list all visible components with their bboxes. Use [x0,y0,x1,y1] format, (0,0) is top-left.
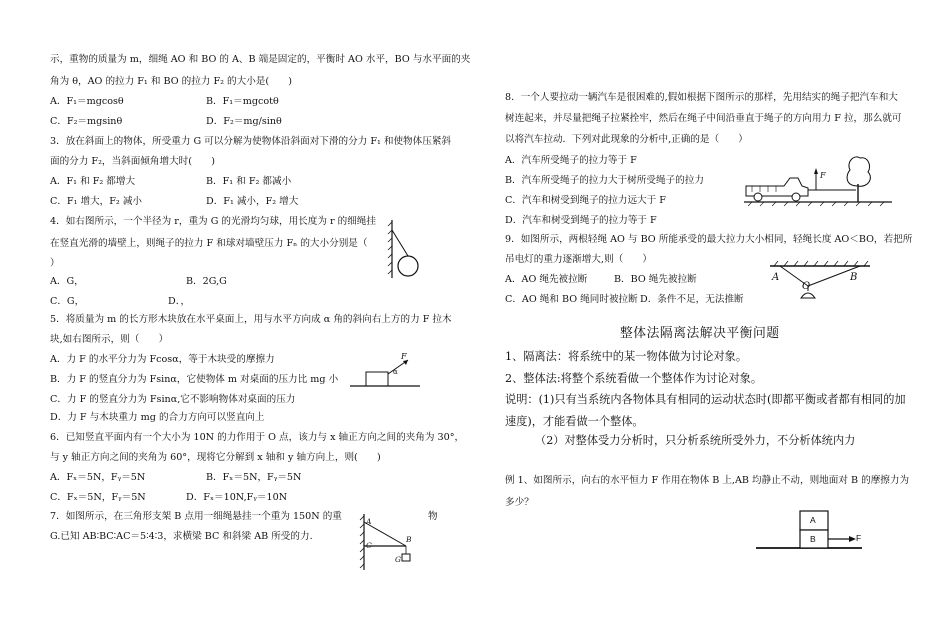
q8-stem-line3: 以将汽车拉动．下列对此现象的分析中,正确的是（ ） [505,134,748,145]
q2-option-b: B．F₁＝mgcotθ [206,96,279,107]
q8-stem-line2: 树连起来，并尽量把绳子拉紧拴牢，然后在绳子中间沿垂直于绳子的方向用力 F 拉，那么就可 [505,113,902,124]
q8-option-c: C．汽车和树受到绳子的拉力远大于 F [505,195,666,206]
q9-stem-line2: 吊电灯的重力逐渐增大,则（ ） [505,254,652,265]
q2-stem-line2: 角为 θ，AO 的拉力 F₁ 和 BO 的拉力 F₂ 的大小是( ) [50,76,293,87]
figure-car-rope-tree [744,150,894,212]
figure-block-pulled [350,354,420,394]
q2-option-a: A．F₁＝mgcosθ [50,96,124,107]
example1-line1: 例 1、如图所示，向右的水平恒力 F 作用在物体 B 上,AB 均静止不动，则地面对 B 的摩擦力为 [505,475,910,486]
figex-label-A: A [810,515,816,525]
q9-option-a: A．AO 绳先被拉断 [505,274,588,285]
q6-option-c: C．Fₓ＝5N，Fᵧ＝5N [50,492,146,503]
figex-label-B: B [810,534,816,544]
q8-option-d: D．汽车和树受到绳子的拉力等于 F [505,215,657,226]
fig9-label-B: B [850,272,858,283]
q4-stem-line3: ） [50,258,60,269]
q6-stem-line2: 与 y 轴正方向之间的夹角为 60°，现将它分解到 x 轴和 y 轴方向上，则( ) [50,452,381,463]
fig7-label-G: G [395,555,401,564]
q4-option-c: C．G， [50,296,85,307]
fig9-label-O: O [802,281,811,292]
q3-option-a: A．F₁ 和 F₂ 都增大 [50,176,136,187]
q4-stem-line2: 在竖直光滑的墙壁上，则绳子的拉力 F 和球对墙壁压力 Fₙ 的大小分别是（ [50,238,368,249]
q6-option-a: A．Fₓ＝5N，Fᵧ＝5N [50,472,146,483]
q2-option-c: C．F₂＝mgsinθ [50,116,123,127]
q6-stem-line1: 6．已知竖直平面内有一个大小为 10N 的力作用于 O 点，该力与 x 轴正方向之间的夹角为 30°， [50,432,465,443]
q5-stem-line2: 块,如右图所示，则（ ） [50,334,169,345]
figure-stacked-blocks [756,506,866,552]
fig9-label-A: A [772,272,780,283]
para-note-line2: 速度)，才能看做一个整体。 [505,415,644,428]
q8-option-a: A．汽车所受绳子的拉力等于 F [505,155,637,166]
para-isolation-method: 1、隔离法：将系统中的某一物体做为讨论对象。 [505,350,748,363]
para-note-2: （2）对整体受力分析时，只分析系统所受外力，不分析体统内力 [535,434,856,447]
q5-option-b: B．力 F 的竖直分力为 Fsinα，它使物体 m 对桌面的压力比 mg 小 [50,374,339,385]
q3-option-b: B．F₁ 和 F₂ 都减小 [206,176,292,187]
fig5-label-alpha: α [393,368,398,376]
q9-option-c: C．AO 绳和 BO 绳同时被拉断 [505,294,638,305]
para-note-line1: 说明：(1)只有当系统内各物体具有相同的运动状态时(即都平衡或者都有相同的加 [505,393,906,406]
figure-ball-on-wall [388,220,424,280]
q7-stem-line1: 7．如图所示，在三角形支架 B 点用一细绳悬挂一个重为 150N 的重 [50,511,342,522]
q9-stem-line1: 9．如图所示，两根轻绳 AO 与 BO 所能承受的最大拉力大小相同，轻绳长度 AO＜BO，若把所 [505,234,913,245]
q9-option-d: D．条件不足，无法推断 [640,294,744,305]
q5-option-c: C．力 F 的竖直分力为 Fsinα,它不影响物体对桌面的压力 [50,394,296,405]
q4-option-b: B．2G,G [186,276,227,287]
fig7-label-A: A [366,517,372,526]
q6-option-d: D．Fₓ＝10N,Fᵧ＝10N [186,492,288,503]
q5-option-a: A．力 F 的水平分力为 Fcosα，等于木块受的摩擦力 [50,354,275,365]
q5-option-d: D．力 F 与木块重力 mg 的合力方向可以竖直向上 [50,412,265,423]
q4-stem-line1: 4．如右图所示，一个半径为 r，重为 G 的光滑均匀球，用长度为 r 的细绳挂 [50,216,376,227]
q6-option-b: B．Fₓ＝5N，Fᵧ＝5N [206,472,302,483]
fig5-label-F: F [401,352,407,361]
q8-stem-line1: 8．一个人要拉动一辆汽车是很困难的,假如根据下图所示的那样，先用结实的绳子把汽车和大 [505,92,898,103]
fig7-label-B: B [406,535,412,544]
q7-stem-line1-end: 物 [428,511,438,522]
section-title: 整体法隔离法解决平衡问题 [620,326,780,341]
q5-stem-line1: 5．将质量为 m 的长方形木块放在水平桌面上，用与水平方向成 α 角的斜向右上方的力 F 拉木 [50,314,452,325]
example1-line2: 多少？ [505,497,534,508]
q3-option-d: D．F₁ 减小，F₂ 增大 [206,196,299,207]
fig8-label-F: F [820,171,826,180]
q8-option-b: B．汽车所受绳子的拉力大于树所受绳子的拉力 [505,175,704,186]
fig7-label-C: C [366,541,372,550]
q3-option-c: C．F₁ 增大，F₂ 减小 [50,196,143,207]
figex-label-F: F [856,533,862,543]
q3-stem-line1: 3．放在斜面上的物体，所受重力 G 可以分解为使物体沿斜面对下滑的分力 F₁ 和使物体压紧斜 [50,136,452,147]
q4-option-a: A．G， [50,276,84,287]
q2-option-d: D．F₂＝mg/sinθ [206,116,282,127]
q4-option-d: D．， [168,296,191,307]
para-whole-method: 2、整体法:将整个系统看做一个整体作为讨论对象。 [505,372,763,385]
q7-stem-line2: G.已知 AB∶BC∶AC＝5∶4∶3，求横梁 BC 和斜梁 AB 所受的力. [50,531,313,542]
q9-option-b: B．BO 绳先被拉断 [614,274,697,285]
q2-stem-line1: 示，重物的质量为 m，细绳 AO 和 BO 的 A、B 端是固定的，平衡时 AO 水平，BO 与水平面的夹 [50,54,471,65]
q3-stem-line2: 面的分力 F₂，当斜面倾角增大时( ) [50,156,215,167]
